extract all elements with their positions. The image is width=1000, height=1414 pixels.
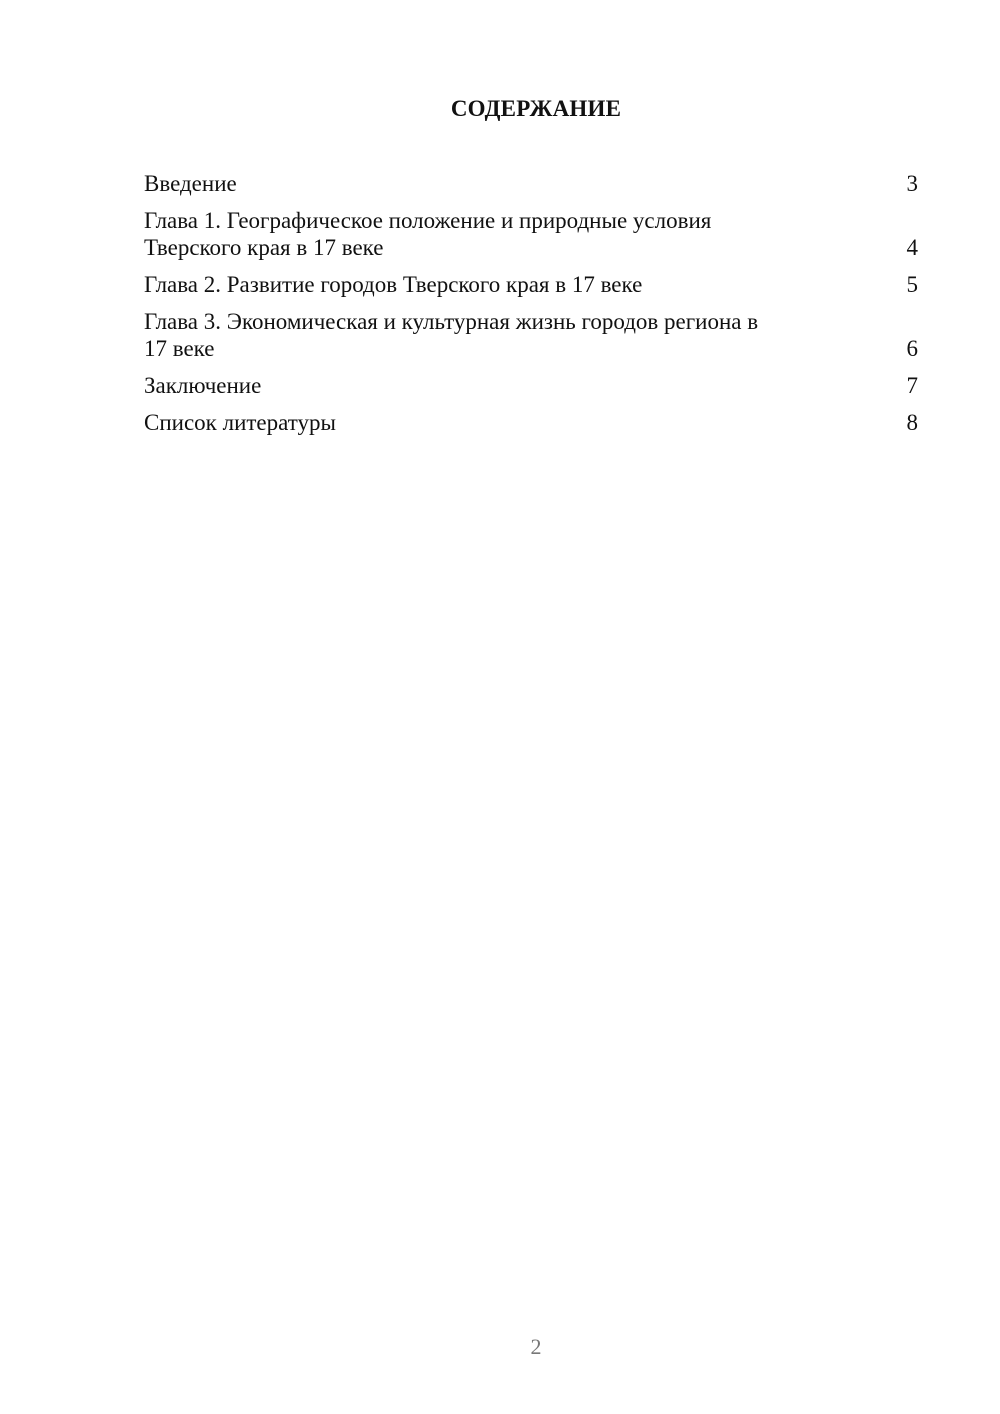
table-of-contents bbox=[144, 170, 918, 446]
page-title: СОДЕРЖАНИЕ bbox=[450, 96, 622, 121]
toc-entry-label: Глава 2. Развитие городов Тверского края в 17 веке bbox=[144, 272, 643, 297]
toc-entry-label: Глава 1. Географическое положение и природные условия Тверского края в 17 веке bbox=[144, 208, 712, 260]
toc-entry-page: 6 bbox=[906, 336, 918, 361]
toc-entry-page: 3 bbox=[906, 171, 918, 196]
toc-entry-bibliography bbox=[144, 409, 918, 436]
toc-entry-page: 4 bbox=[906, 235, 918, 260]
toc-entry-page: 8 bbox=[906, 410, 918, 435]
toc-entry-label: Введение bbox=[144, 171, 237, 196]
toc-entry-page: 5 bbox=[906, 272, 918, 297]
page-number: 2 bbox=[530, 1334, 542, 1359]
toc-entry-chapter-2 bbox=[144, 271, 918, 298]
toc-entry-label: Заключение bbox=[144, 373, 262, 398]
toc-entry-conclusion bbox=[144, 372, 918, 399]
toc-entry-label: Список литературы bbox=[144, 410, 336, 435]
toc-entry-label: Глава 3. Экономическая и культурная жизнь городов региона в 17 веке bbox=[144, 309, 759, 361]
toc-entry-chapter-3 bbox=[144, 308, 918, 362]
toc-entry-page: 7 bbox=[906, 373, 918, 398]
toc-entry-chapter-1 bbox=[144, 207, 918, 261]
toc-entry-introduction bbox=[144, 170, 918, 197]
